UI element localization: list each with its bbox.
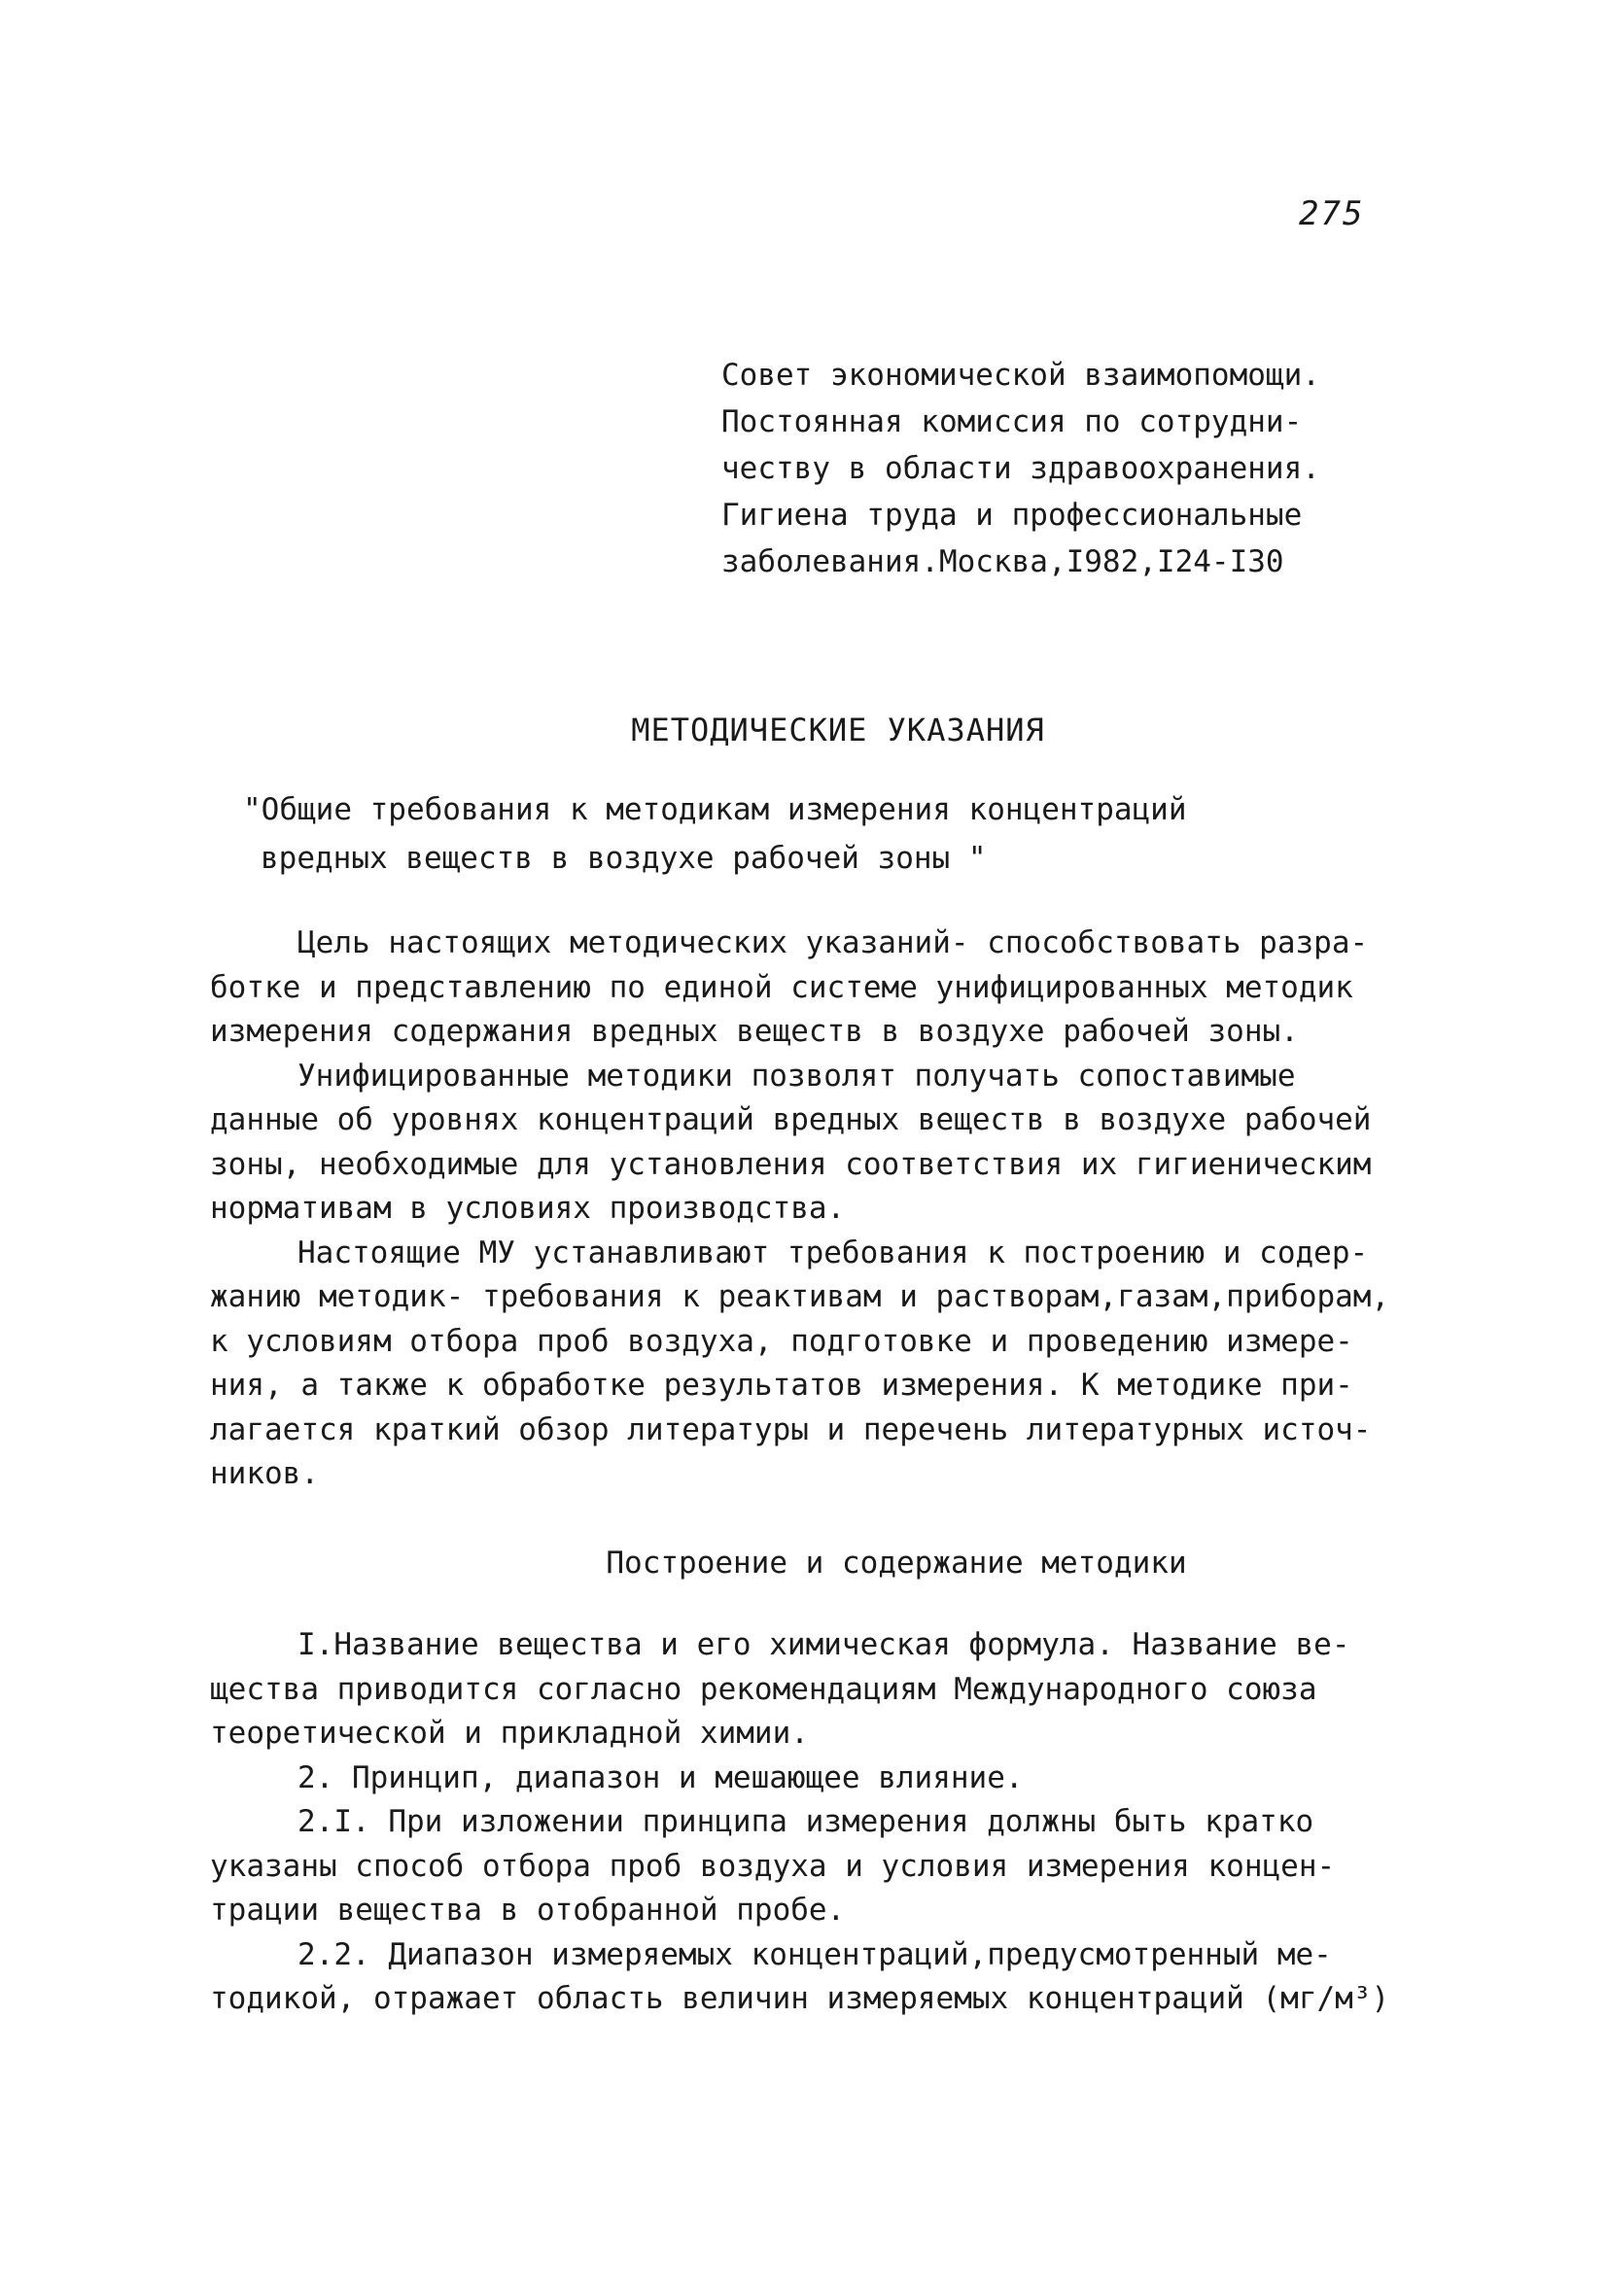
intro-paragraphs bbox=[210, 922, 1503, 1497]
text-line: 2.2. Диапазон измеряемых концентраций,предусмотренный ме- bbox=[297, 1936, 1332, 1972]
text-line: к условиям отбора проб воздуха, подготовке и проведению измере- bbox=[210, 1323, 1353, 1359]
text-line: измерения содержания вредных веществ в воздухе рабочей зоны. bbox=[210, 1014, 1299, 1049]
document-title: МЕТОДИЧЕСКИЕ УКАЗАНИЯ bbox=[631, 712, 1045, 748]
page-number: 275 bbox=[1299, 194, 1365, 233]
text-line: 2.I. При изложении принципа измерения должны быть кратко bbox=[297, 1804, 1314, 1839]
text-line: жанию методик- требования к реактивам и растворам,газам,приборам, bbox=[210, 1279, 1390, 1314]
subtitle-line: вредных веществ в воздухе рабочей зоны " bbox=[261, 841, 987, 876]
section-paragraphs bbox=[210, 1623, 1503, 2022]
section-heading: Построение и содержание методики bbox=[606, 1546, 1187, 1581]
text-line: Унифицированные методики позволят получать сопоставимые bbox=[297, 1058, 1296, 1094]
source-line: заболевания.Москва,I982,I24-I30 bbox=[721, 544, 1284, 579]
source-line: Совет экономической взаимопомощи. bbox=[721, 358, 1320, 393]
text-line: ников. bbox=[210, 1456, 319, 1491]
document-subtitle bbox=[243, 785, 1507, 883]
source-line: Постоянная комиссия по сотрудни- bbox=[721, 404, 1303, 439]
source-citation bbox=[721, 352, 1402, 585]
text-line: нормативам в условиях производства. bbox=[210, 1191, 846, 1226]
text-line: зоны, необходимые для установления соответствия их гигиеническим bbox=[210, 1146, 1372, 1182]
text-line: данные об уровнях концентраций вредных веществ в воздухе рабочей bbox=[210, 1102, 1372, 1137]
text-line: I.Название вещества и его химическая формула. Название ве- bbox=[297, 1627, 1350, 1662]
text-line: Цель настоящих методических указаний- способствовать разра- bbox=[297, 925, 1369, 960]
text-line: 2. Принцип, диапазон и мешающее влияние. bbox=[297, 1759, 1024, 1795]
text-line: лагается краткий обзор литературы и перечень литературных источ- bbox=[210, 1411, 1372, 1447]
text-line: ния, а также к обработке результатов измерения. К методике при- bbox=[210, 1368, 1353, 1403]
subtitle-line: "Общие требования к методикам измерения концентраций bbox=[243, 792, 1187, 827]
text-line: указаны способ отбора проб воздуха и условия измерения концен- bbox=[210, 1848, 1336, 1884]
text-line: тодикой, отражает область величин измеряемых концентраций (мг/м³) bbox=[210, 1981, 1390, 2016]
text-line: Настоящие МУ устанавливают требования к построению и содер- bbox=[297, 1235, 1369, 1270]
text-line: щества приводится согласно рекомендациям Международного союза bbox=[210, 1671, 1317, 1707]
text-line: ботке и представлению по единой системе унифицированных методик bbox=[210, 969, 1353, 1005]
source-line: Гигиена труда и профессиональные bbox=[721, 498, 1303, 533]
text-line: теоретической и прикладной химии. bbox=[210, 1716, 809, 1751]
source-line: честву в области здравоохранения. bbox=[721, 451, 1320, 486]
text-line: трации вещества в отобранной пробе. bbox=[210, 1893, 846, 1928]
